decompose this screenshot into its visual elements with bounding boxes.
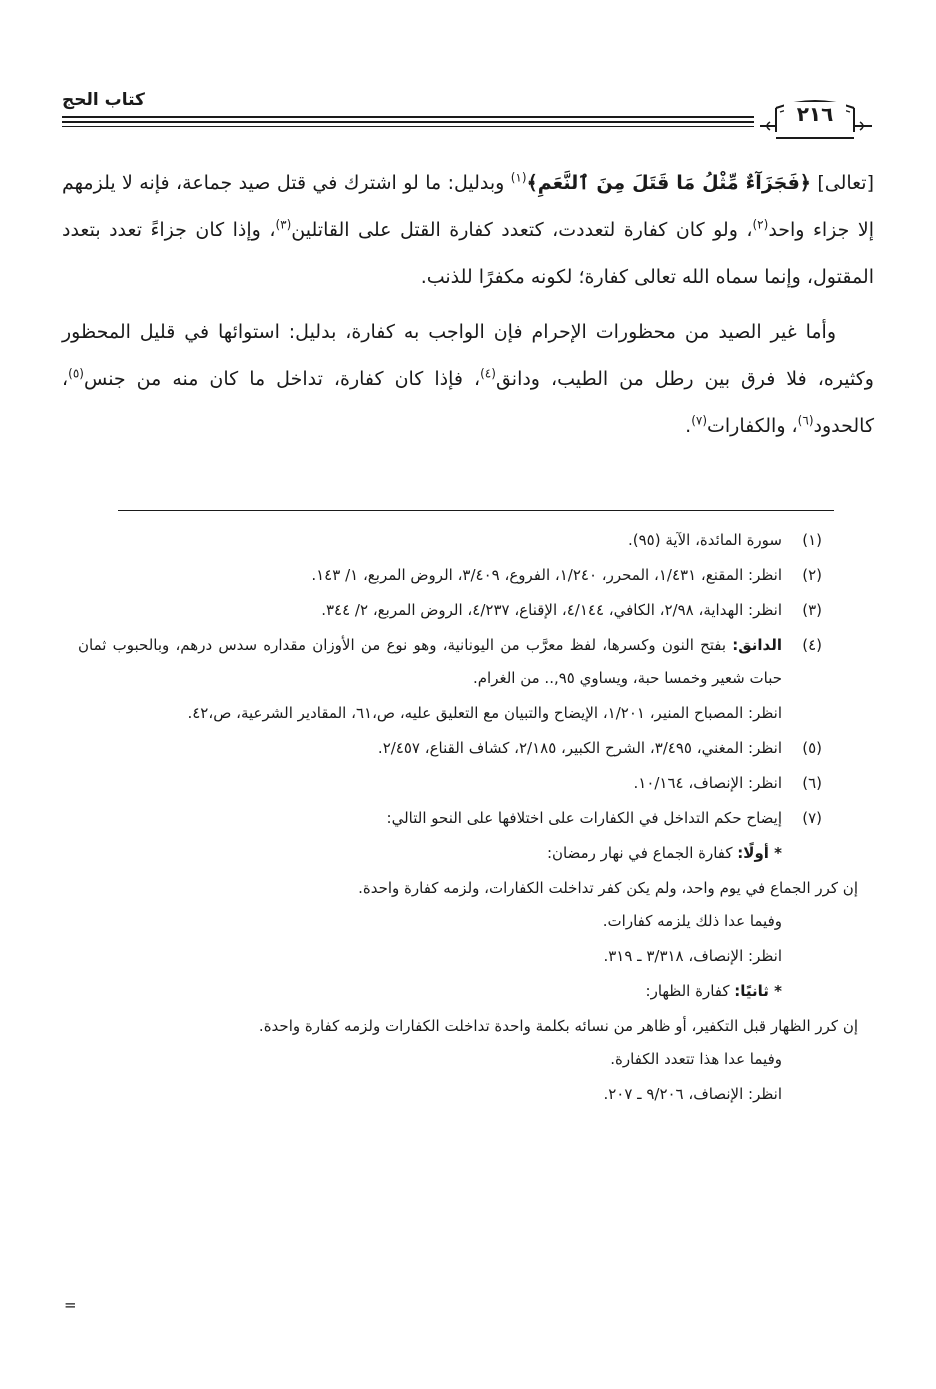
- footnote-number: (٤): [802, 636, 822, 654]
- footnote-continuation: [78, 1043, 822, 1076]
- header-rule: [62, 116, 754, 118]
- footnote-text: إن كرر الظهار قبل التكفير، أو ظاهر من نسائه بكلمة واحدة تداخلت الكفارات ولزمه كفارة واحدة.: [258, 1017, 858, 1035]
- footnote-ref: (٤): [480, 366, 496, 381]
- footnote-continuation: [78, 697, 822, 730]
- text-span: وبدليل: ما لو اشترك في قتل صيد جماعة، فإنه لا يلزمهم إلا جزاء واحد: [62, 172, 874, 241]
- footnote: [78, 524, 822, 557]
- footnotes: [78, 524, 858, 1113]
- quran-verse: ﴿فَجَزَآءٌ مِّثْلُ مَا قَتَلَ مِنَ ٱلنَّعَمِ﴾: [526, 172, 811, 194]
- page-number: ٢١٦: [784, 102, 846, 126]
- paragraph: [62, 160, 874, 301]
- footnote-number: (٧): [802, 809, 822, 827]
- subheading-label: * ثانيًا:: [734, 982, 782, 1000]
- footnote-continuation: [78, 1078, 822, 1111]
- footnote-text: انظر: المغني، ٣/٤٩٥، الشرح الكبير، ٢/١٨٥، كشاف القناع، ٢/٤٥٧.: [377, 739, 782, 757]
- footnote-number: (٥): [802, 739, 822, 757]
- footnote-text: انظر: الإنصاف، ٩/٢٠٦ ـ ٢٠٧.: [603, 1085, 782, 1103]
- footnote-ref: (٢): [752, 217, 769, 232]
- footnote-text: سورة المائدة، الآية (٩٥).: [628, 531, 782, 549]
- header-rule: [62, 126, 754, 127]
- footnote-ref: (١): [510, 170, 527, 185]
- header-rule: [62, 121, 754, 123]
- text-span: ، ولو كان كفارة لتعددت، كتعدد كفارة القتل على القاتلين: [291, 219, 753, 241]
- main-text: [62, 160, 874, 458]
- footnote-text: انظر: المصباح المنير، ١/٢٠١، الإيضاح والتبيان مع التعليق عليه، ص،٦١، المقادير الشرعية، ص،٤٢.: [187, 704, 782, 722]
- text-span: وأما غير الصيد من محظورات الإحرام فإن الواجب به كفارة، بدليل: استوائها في قليل المحظور وكثيره، فلا فرق بين رطل من الطيب، ودانق: [62, 321, 874, 390]
- footnote-number: (٢): [802, 566, 822, 584]
- footnote-ref: (٣): [275, 217, 292, 232]
- text-span: ، والكفارات: [707, 415, 798, 437]
- text-span: ، كالحدود: [62, 368, 874, 437]
- footnote-ref: (٥): [68, 366, 84, 381]
- footnote-text: انظر: الهداية، ٢/٩٨، الكافي، ٤/١٤٤، الإقناع، ٤/٢٣٧، الروض المربع، ٢/ ٣٤٤.: [321, 601, 782, 619]
- footnote-text: انظر: الإنصاف، ١٠/١٦٤.: [633, 774, 782, 792]
- footnote-number: (٣): [802, 601, 822, 619]
- text-span: .: [685, 415, 692, 437]
- footnote: [78, 559, 822, 592]
- footnote-ref: (٧): [691, 413, 708, 428]
- footnote-number: (٦): [802, 774, 822, 792]
- subheading-text: كفارة الظهار:: [645, 982, 735, 1000]
- footnote-subheading: [78, 975, 822, 1008]
- subheading-text: كفارة الجماع في نهار رمضان:: [546, 844, 738, 862]
- footnote-separator: [118, 510, 834, 511]
- footnote: [78, 802, 822, 835]
- footnote: [78, 629, 822, 695]
- margin-mark: =: [64, 1296, 77, 1314]
- footnote-text: إن كرر الجماع في يوم واحد، ولم يكن كفر تداخلت الكفارات، ولزمه كفارة واحدة.: [358, 879, 858, 897]
- footnote: [78, 594, 822, 627]
- footnote-continuation: [78, 1010, 858, 1043]
- text-span: ، وإذا كان جزاءً تعدد بتعدد المقتول، وإنما سماه الله تعالى كفارة؛ لكونه مكفرًا للذنب.: [62, 219, 874, 288]
- text-span: [تعالى]: [810, 172, 875, 194]
- paragraph: [62, 309, 874, 450]
- footnote: [78, 767, 822, 800]
- footnote-text: وفيما عدا ذلك يلزمه كفارات.: [602, 912, 782, 930]
- footnote: [78, 732, 822, 765]
- footnote-text: بفتح النون وكسرها، لفظ معرَّب من اليونانية، وهو نوع من الأوزان مقداره سدس درهم، وبالحبوب ثمان حبات شعير وخمسا حبة، ويساوي ٩٥,.. من الغرام.: [78, 636, 782, 687]
- subheading-label: * أولًا:: [737, 844, 782, 862]
- footnote-text: إيضاح حكم التداخل في الكفارات على اختلافها على النحو التالي:: [386, 809, 782, 827]
- footnote-continuation: [78, 905, 822, 938]
- page-header: [62, 90, 874, 140]
- text-span: ، فإذا كان كفارة، تداخل ما كان منه من جنس: [83, 368, 481, 390]
- footnote-subheading: [78, 837, 822, 870]
- running-title: كتاب الحج: [62, 90, 145, 110]
- footnote-text: انظر: المقنع، ١/٤٣١، المحرر، ١/٢٤٠، الفروع، ٣/٤٠٩، الروض المربع، ١/ ١٤٣.: [311, 566, 782, 584]
- footnote-number: (١): [802, 531, 822, 549]
- footnote-text: انظر: الإنصاف، ٣/٣١٨ ـ ٣١٩.: [603, 947, 782, 965]
- footnote-continuation: [78, 940, 822, 973]
- footnote-term: الدانق:: [732, 636, 782, 654]
- footnote-ref: (٦): [797, 413, 814, 428]
- footnote-continuation: [78, 872, 858, 905]
- footnote-text: وفيما عدا هذا تتعدد الكفارة.: [610, 1050, 782, 1068]
